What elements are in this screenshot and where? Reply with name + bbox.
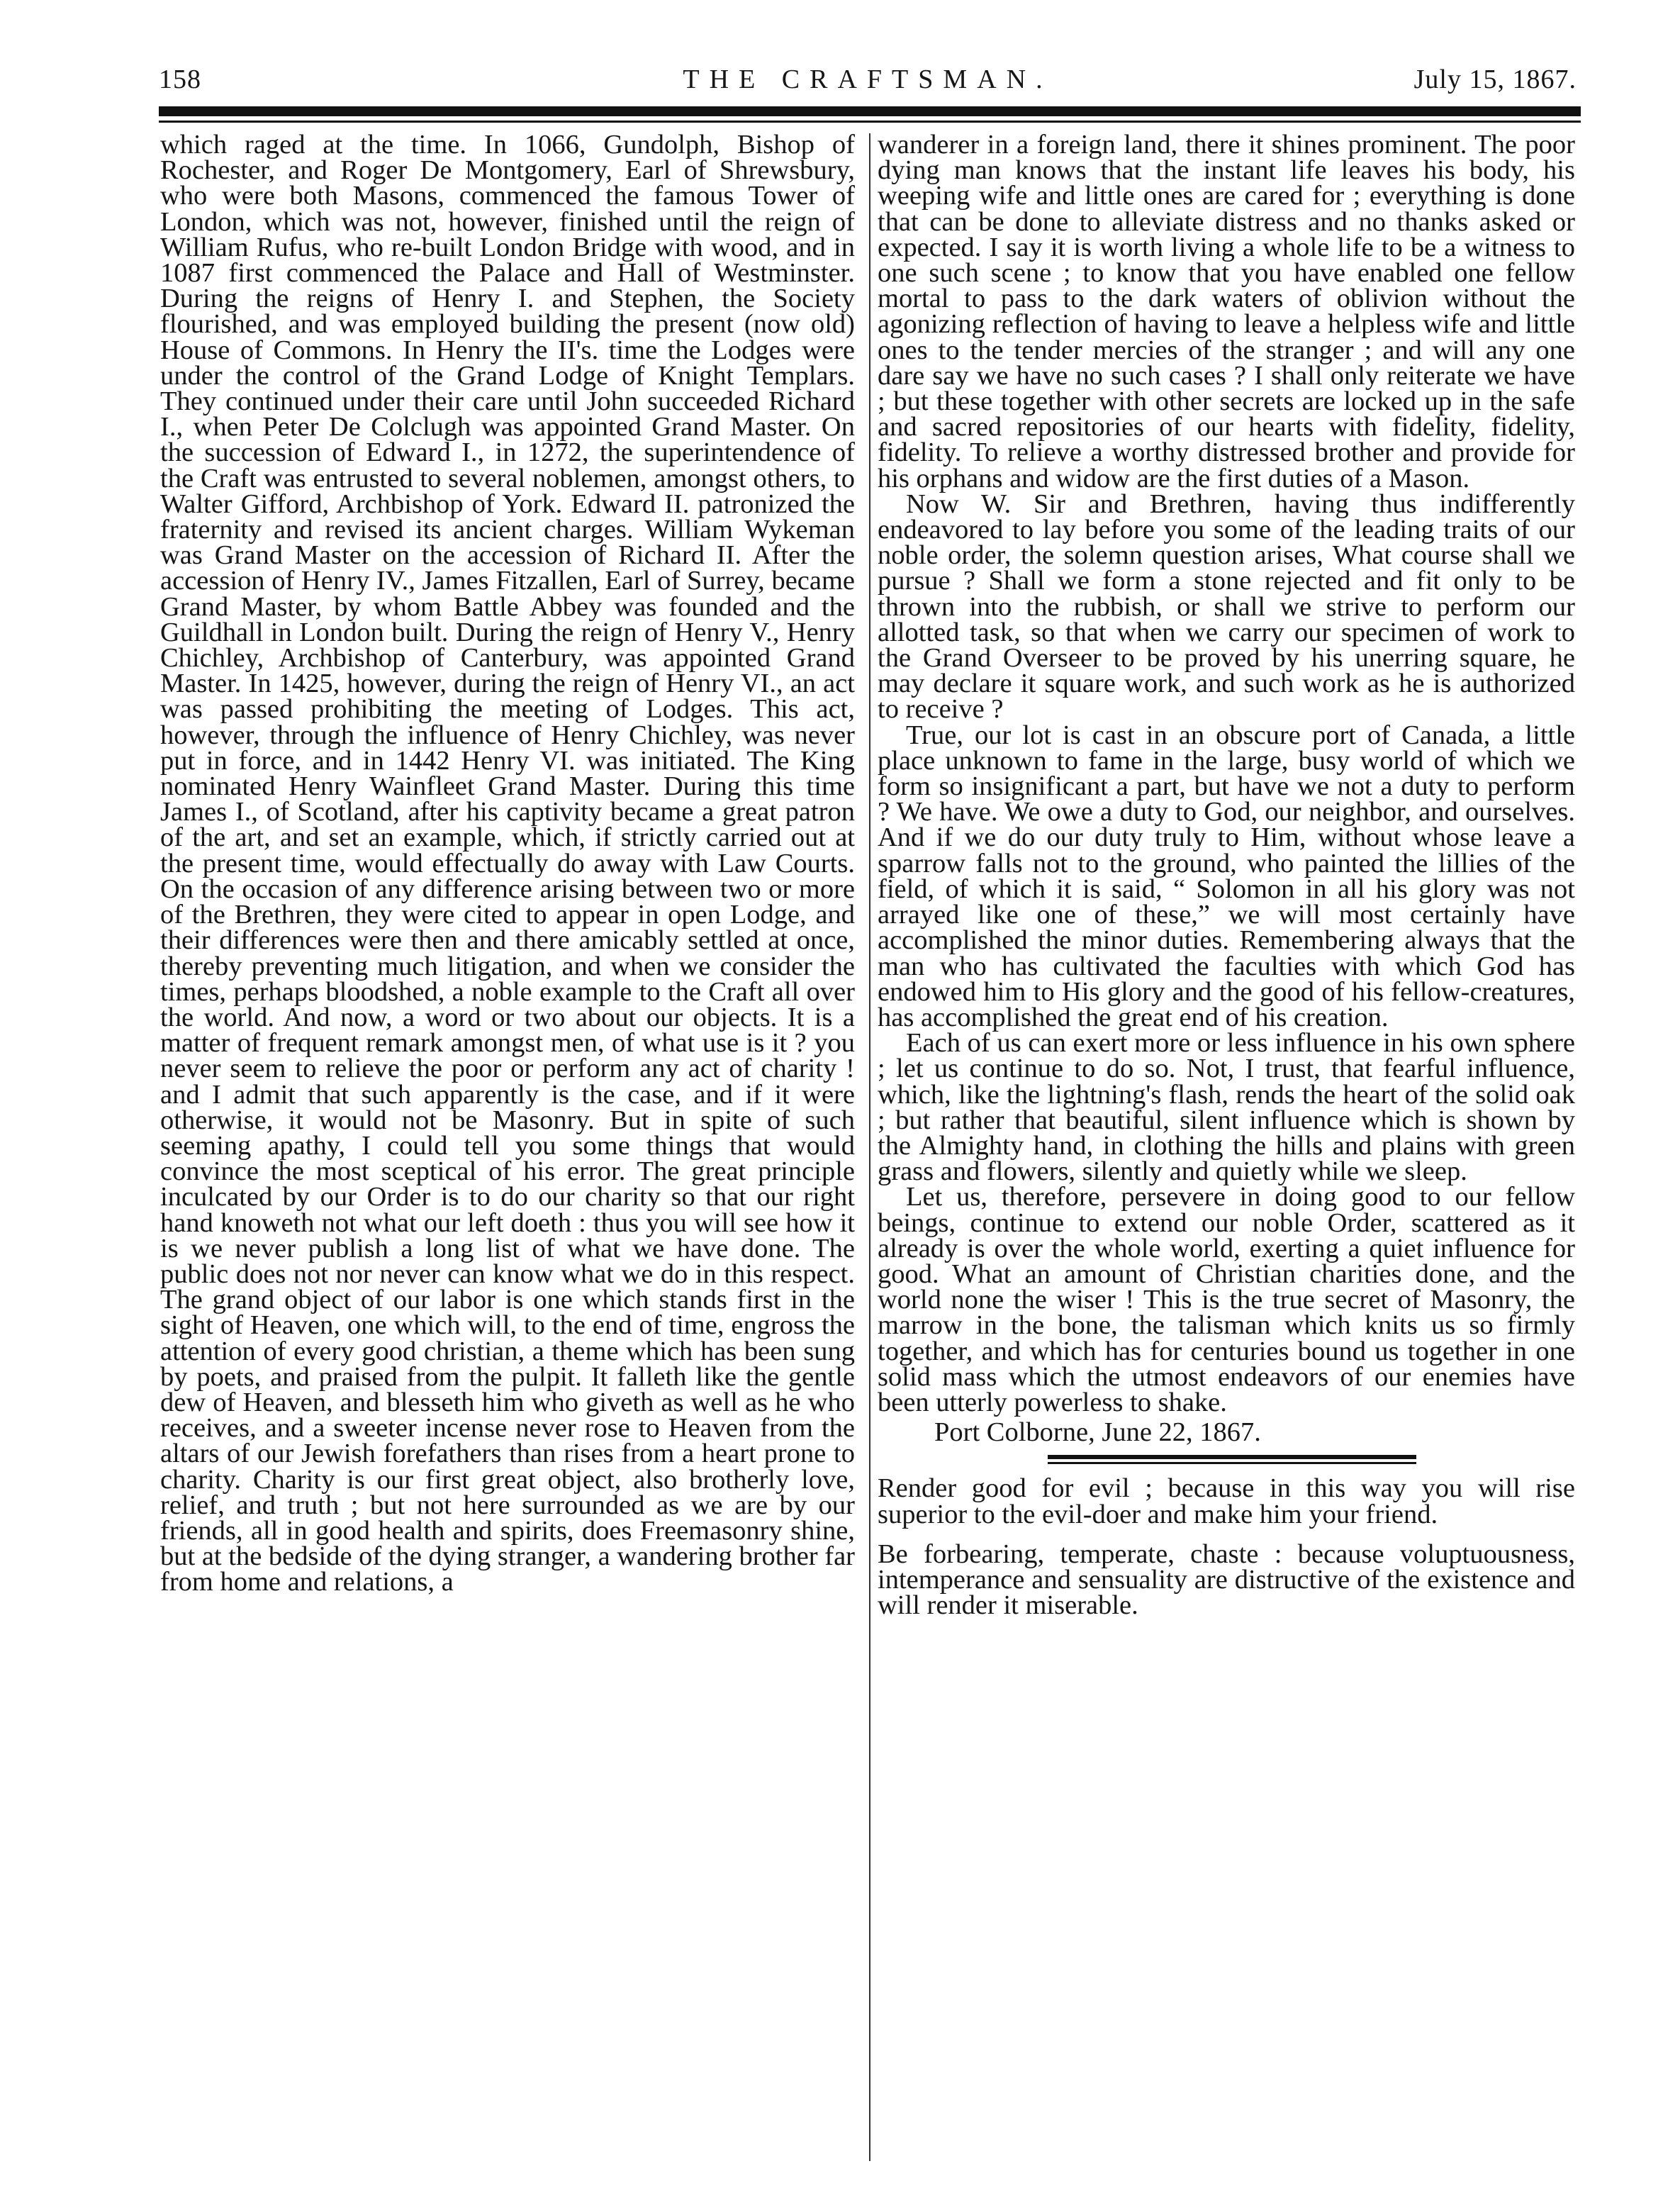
header-rule-thin <box>159 121 1581 123</box>
signoff-dateline: Port Colborne, June 22, 1867. <box>934 1417 1261 1448</box>
paragraph: Let us, therefore, persevere in doing good to our fellow beings, continue to extend our noble Order, scattered as it already is over the whole world, exerting a quiet influence for good. What an amount of Christian charities done, and the world none the wiser ! This is the true secret of Masonry, the marrow in the bone, the talisman which knits us so firmly together, and which has for centuries bound us together in one solid mass which the utmost endeavors of our enemies have been utterly powerless to shake. <box>878 1182 1575 1417</box>
issue-date: July 15, 1867. <box>1413 65 1577 94</box>
maxim: Be forbearing, temperate, chaste : because voluptuousness, intemperance and sensuality are distructive of the existence and will render it miserable. <box>878 1539 1575 1621</box>
right-column <box>878 130 1575 1621</box>
left-column-text: which raged at the time. In 1066, Gundolph, Bishop of Rochester, and Roger De Montgomery, Earl of Shrewsbury, who were both Masons, commenced the famous Tower of London, which was not, however, finished until the reign of William Rufus, who re-built London Bridge with wood, and in 1087 first commenced the Palace and Hall of Westminster. During the reigns of Henry I. and Stephen, the Society flourished, and was employed building the present (now old) House of Commons. In Henry the II's. time the Lodges were under the control of the Grand Lodge of Knight Templars. They continued under their care until John succeeded Richard I., when Peter De Colclugh was appointed Grand Master. On the succession of Edward I., in 1272, the superintendence of the Craft was entrusted to several noblemen, amongst others, to Walter Gifford, Archbishop of York. Edward II. patronized the fraternity and revised its ancient charges. William Wykeman was Grand Master on the accession of Richard II. After the accession of Henry IV., James Fitzallen, Earl of Surrey, became Grand Master, by whom Battle Abbey was founded and the Guildhall in London built. During the reign of Henry V., Henry Chichley, Archbishop of Canterbury, was appointed Grand Master. In 1425, however, during the reign of Henry VI., an act was passed prohibiting the meeting of Lodges. This act, however, through the influence of Henry Chichley, was never put in force, and in 1442 Henry VI. was initiated. The King nominated Henry Wainfleet Grand Master. During this time James I., of Scotland, after his captivity became a great patron of the art, and set an example, which, if strictly carried out at the present time, would effectually do away with Law Courts. On the occasion of any difference arising between two or more of the Brethren, they were cited to appear in open Lodge, and their differences were then and there amicably settled at once, thereby preventing much litigation, and when we consider the times, perhaps bloodshed, a noble example to the Craft all over the world. And now, a word or two about our objects. It is a matter of frequent remark amongst men, of what use is it ? you never seem to relieve the poor or perform any act of charity ! and I admit that such apparently is the case, and if it were otherwise, it would not be Masonry. But in spite of such seeming apathy, I could tell you some things that would convince the most sceptical of his error. The great principle inculcated by our Order is to do our charity so that our right hand knoweth not what our left doeth : thus you will see how it is we never publish a long list of what we have done. The public does not nor never can know what we do in this respect. The grand object of our labor is one which stands first in the sight of Heaven, one which will, to the end of time, engross the attention of every good christian, a theme which has been sung by poets, and praised from the pulpit. It falleth like the gentle dew of Heaven, and blesseth him who giveth as well as he who receives, and a sweeter incense never rose to Heaven from the altars of our Jewish forefathers than rises from a heart prone to charity. Charity is our first great object, also brotherly love, relief, and truth ; but not here surrounded as we are by our friends, all in good health and spirits, does Freemasonry shine, but at the bedside of the dying stranger, a wandering brother far from home and relations, a <box>160 130 855 1597</box>
paragraph: wanderer in a foreign land, there it shines prominent. The poor dying man knows that the instant life leaves his body, his weeping wife and little ones are cared for ; everything is done that can be done to alleviate distress and no thanks asked or expected. I say it is worth living a whole life to be a witness to one such scene ; to know that you have enabled one fellow mortal to pass to the dark waters of oblivion without the agonizing reflection of having to leave a helpless wife and little ones to the tender mercies of the stranger ; and will any one dare say we have no such cases ? I shall only reiterate we have ; but these together with other secrets are locked up in the safe and sacred repositories of our hearts with fidelity, fidelity, fidelity. To relieve a worthy distressed brother and provide for his orphans and widow are the first duties of a Mason. <box>878 130 1575 493</box>
journal-title: THE CRAFTSMAN. <box>683 65 1053 94</box>
paragraph: Now W. Sir and Brethren, having thus indifferently endeavored to lay before you some of the leading traits of our noble order, the solemn question arises, What course shall we pursue ? Shall we form a stone rejected and fit only to be thrown into the rubbish, or shall we strive to perform our allotted task, so that when we carry our specimen of work to the Grand Overseer to be proved by his unerring square, he may declare it square work, and such work as he is authorized to receive ? <box>878 489 1575 725</box>
left-column <box>160 132 855 1595</box>
paragraph: True, our lot is cast in an obscure port of Canada, a little place unknown to fame in the large, busy world of which we form so insignificant a part, but have we not a duty to perform ? We have. We owe a duty to God, our neighbor, and ourselves. And if we do our duty truly to Him, without whose leave a sparrow falls not to the ground, who painted the lillies of the field, of which it is said, “ Solomon in all his glory was not arrayed like one of these,” we will most certainly have accomplished the minor duties. Remembering always that the man who has cultivated the faculties with which God has endowed him to His glory and the good of his fellow-creatures, has accomplished the great end of his creation. <box>878 720 1575 1032</box>
paragraph: Each of us can exert more or less influence in his own sphere ; let us continue to do so. Not, I trust, that fearful influence, which, like the lightning's flash, rends the heart of the solid oak ; but rather that beautiful, silent influence which is shown by the Almighty hand, in clothing the hills and plains with green grass and flowers, silently and quietly while we sleep. <box>878 1028 1575 1187</box>
column-divider <box>869 133 870 2161</box>
header-rule-thick <box>159 106 1581 116</box>
page-number: 158 <box>159 65 201 94</box>
section-divider-rule <box>1048 1455 1416 1464</box>
maxim: Render good for evil ; because in this way you will rise superior to the evil-doer and make him your friend. <box>878 1473 1575 1529</box>
